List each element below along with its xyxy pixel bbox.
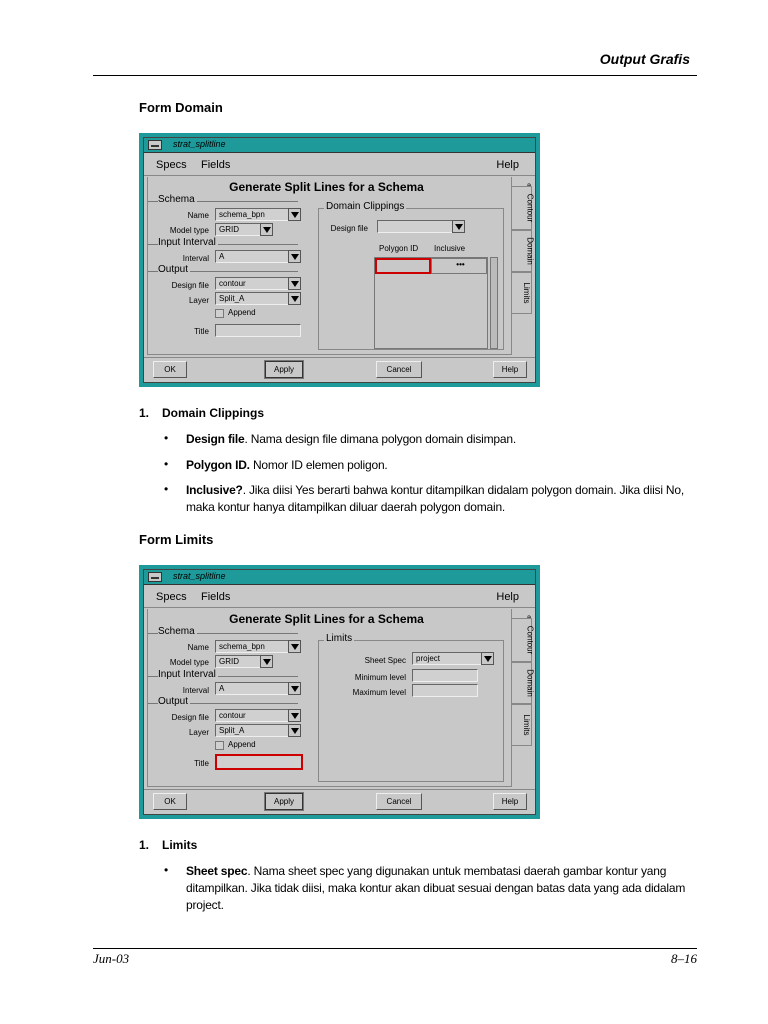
term: Inclusive? [186,483,243,497]
tab-limits-label: Limits [521,282,531,304]
menubar [144,154,535,176]
polygon-list-scrollbar[interactable] [490,257,498,349]
design-file-label: Design file [171,713,209,722]
sheet-spec-label: Sheet Spec [364,656,406,665]
tab-limits-label: Limits [521,714,531,736]
menu-specs[interactable]: Specs [156,159,187,171]
ok-button[interactable]: OK [153,361,187,378]
list1-item-design-file [186,431,700,448]
interval-field[interactable]: A [215,250,289,263]
tab-limits[interactable] [512,272,532,314]
name-dropdown-arrow-icon[interactable] [288,208,301,221]
name-field[interactable]: schema_bpn [215,640,289,653]
button-row [144,789,535,813]
append-label: Append [228,740,256,749]
desc: . Nama sheet spec yang digunakan untuk membatasi daerah gambar kontur yang ditampilkan. Jika tidak diisi, maka kontur akan dibuat sesuai dengan batas data yang ada didalam project. [186,864,686,912]
term: Sheet spec [186,864,248,878]
dialog-domain [139,133,540,387]
model-type-field[interactable]: GRID [215,223,261,236]
tab-domain-label: Domain [525,237,535,265]
domain-design-file-field[interactable] [377,220,453,233]
ok-button[interactable]: OK [153,793,187,810]
design-file-field[interactable]: contour [215,709,289,722]
list1-heading: Domain Clippings [162,406,264,420]
model-type-label: Model type [169,226,209,235]
domain-design-file-dropdown-arrow-icon[interactable] [452,220,465,233]
bullet: • [164,863,169,877]
interval-dropdown-arrow-icon[interactable] [288,250,301,263]
list2-item-sheet-spec [186,863,700,914]
tab-domain[interactable] [512,230,535,272]
design-file-field[interactable]: contour [215,277,289,290]
layer-label: Layer [188,728,209,737]
desc: . Nama design file dimana polygon domain disimpan. [244,432,516,446]
apply-button[interactable]: Apply [265,793,303,810]
window-title: strat_splitline [173,139,226,149]
list1-number: 1. [139,406,150,420]
menu-help[interactable]: Help [496,159,519,171]
bullet: • [164,482,169,496]
domain-clippings-label: Domain Clippings [326,201,405,212]
window-titlebar[interactable] [144,138,535,153]
tab-contour-label: Contour [525,193,535,223]
window-title: strat_splitline [173,571,226,581]
title-field[interactable] [215,324,301,337]
layer-dropdown-arrow-icon[interactable] [288,292,301,305]
menu-fields[interactable]: Fields [201,159,231,171]
tab-domain-label: Domain [525,669,535,697]
polygon-id-cell[interactable] [375,258,431,274]
model-type-dropdown-arrow-icon[interactable] [260,223,273,236]
form-title: Generate Split Lines for a Schema [229,180,424,194]
button-row [144,357,535,381]
output-label: Output [158,264,189,275]
model-type-field[interactable]: GRID [215,655,261,668]
design-file-dropdown-arrow-icon[interactable] [288,277,301,290]
output-label: Output [158,696,189,707]
sheet-spec-dropdown-arrow-icon[interactable] [481,652,494,665]
cancel-button[interactable]: Cancel [376,361,422,378]
menu-fields[interactable]: Fields [201,591,231,603]
append-label: Append [228,308,256,317]
title-label: Title [194,327,209,336]
menu-help[interactable]: Help [496,591,519,603]
term: Design file [186,432,245,446]
dialog-limits [139,565,540,819]
bullet: • [164,431,169,445]
design-file-dropdown-arrow-icon[interactable] [288,709,301,722]
section-heading-form-limits: Form Limits [139,532,214,547]
tab-strip [512,186,534,356]
tab-contour[interactable] [512,186,535,230]
append-checkbox[interactable] [215,741,224,750]
inclusive-header: Inclusive [434,244,466,253]
layer-dropdown-arrow-icon[interactable] [288,724,301,737]
schema-label: Schema [158,194,195,205]
model-type-label: Model type [169,658,209,667]
append-checkbox[interactable] [215,309,224,318]
footer-date: Jun-03 [93,951,130,966]
list1-item-inclusive [186,482,700,516]
desc: Nomor ID elemen poligon. [249,458,388,472]
interval-label: Interval [182,254,209,263]
layer-label: Layer [188,296,209,305]
interval-dropdown-arrow-icon[interactable] [288,682,301,695]
window-menu-icon[interactable] [148,140,162,150]
layer-field[interactable]: Split_A [215,292,289,305]
help-button[interactable]: Help [493,793,527,810]
name-dropdown-arrow-icon[interactable] [288,640,301,653]
tab-contour-label: Contour [525,625,535,655]
list2-number: 1. [139,838,150,852]
input-interval-label: Input Interval [158,669,216,680]
menubar [144,586,535,608]
sheet-spec-field[interactable]: project [412,652,482,665]
desc: . Jika diisi Yes berarti bahwa kontur ditampilkan didalam polygon domain. Jika diisi No, maka kontur hanya ditampilkan diluar daerah polygon domain. [186,483,685,514]
list1-item-polygon-id [186,457,700,474]
tab-strip [512,618,534,788]
header-rule [93,75,697,76]
menu-specs[interactable]: Specs [156,591,187,603]
inclusive-cell[interactable]: ••• [431,258,487,274]
minimum-level-field[interactable] [412,669,478,682]
input-interval-label: Input Interval [158,237,216,248]
interval-field[interactable]: A [215,682,289,695]
title-field[interactable] [215,754,303,770]
help-button[interactable]: Help [493,361,527,378]
cancel-button[interactable]: Cancel [376,793,422,810]
footer-rule [93,948,697,949]
schema-label: Schema [158,626,195,637]
maximum-level-label: Maximum level [352,688,406,697]
layer-field[interactable]: Split_A [215,724,289,737]
title-label: Title [194,759,209,768]
minimum-level-label: Minimum level [354,673,406,682]
domain-design-file-label: Design file [330,224,368,233]
window-menu-icon[interactable] [148,572,162,582]
maximum-level-field[interactable] [412,684,478,697]
design-file-label: Design file [171,281,209,290]
list2-heading: Limits [162,838,198,852]
polygon-id-header: Polygon ID [379,244,419,253]
tab-limits[interactable] [512,704,532,746]
tab-contour[interactable] [512,618,535,662]
form-title: Generate Split Lines for a Schema [229,612,424,626]
window-titlebar[interactable] [144,570,535,585]
apply-button[interactable]: Apply [265,361,303,378]
model-type-dropdown-arrow-icon[interactable] [260,655,273,668]
interval-label: Interval [182,686,209,695]
name-label: Name [187,643,209,652]
name-label: Name [187,211,209,220]
name-field[interactable]: schema_bpn [215,208,289,221]
term: Polygon ID. [186,458,250,472]
bullet: • [164,457,169,471]
page-header-title: Output Grafis [599,51,690,67]
tab-domain[interactable] [512,662,535,704]
footer-page-number: 8–16 [671,951,697,966]
limits-label: Limits [326,633,353,644]
section-heading-form-domain: Form Domain [139,100,223,115]
